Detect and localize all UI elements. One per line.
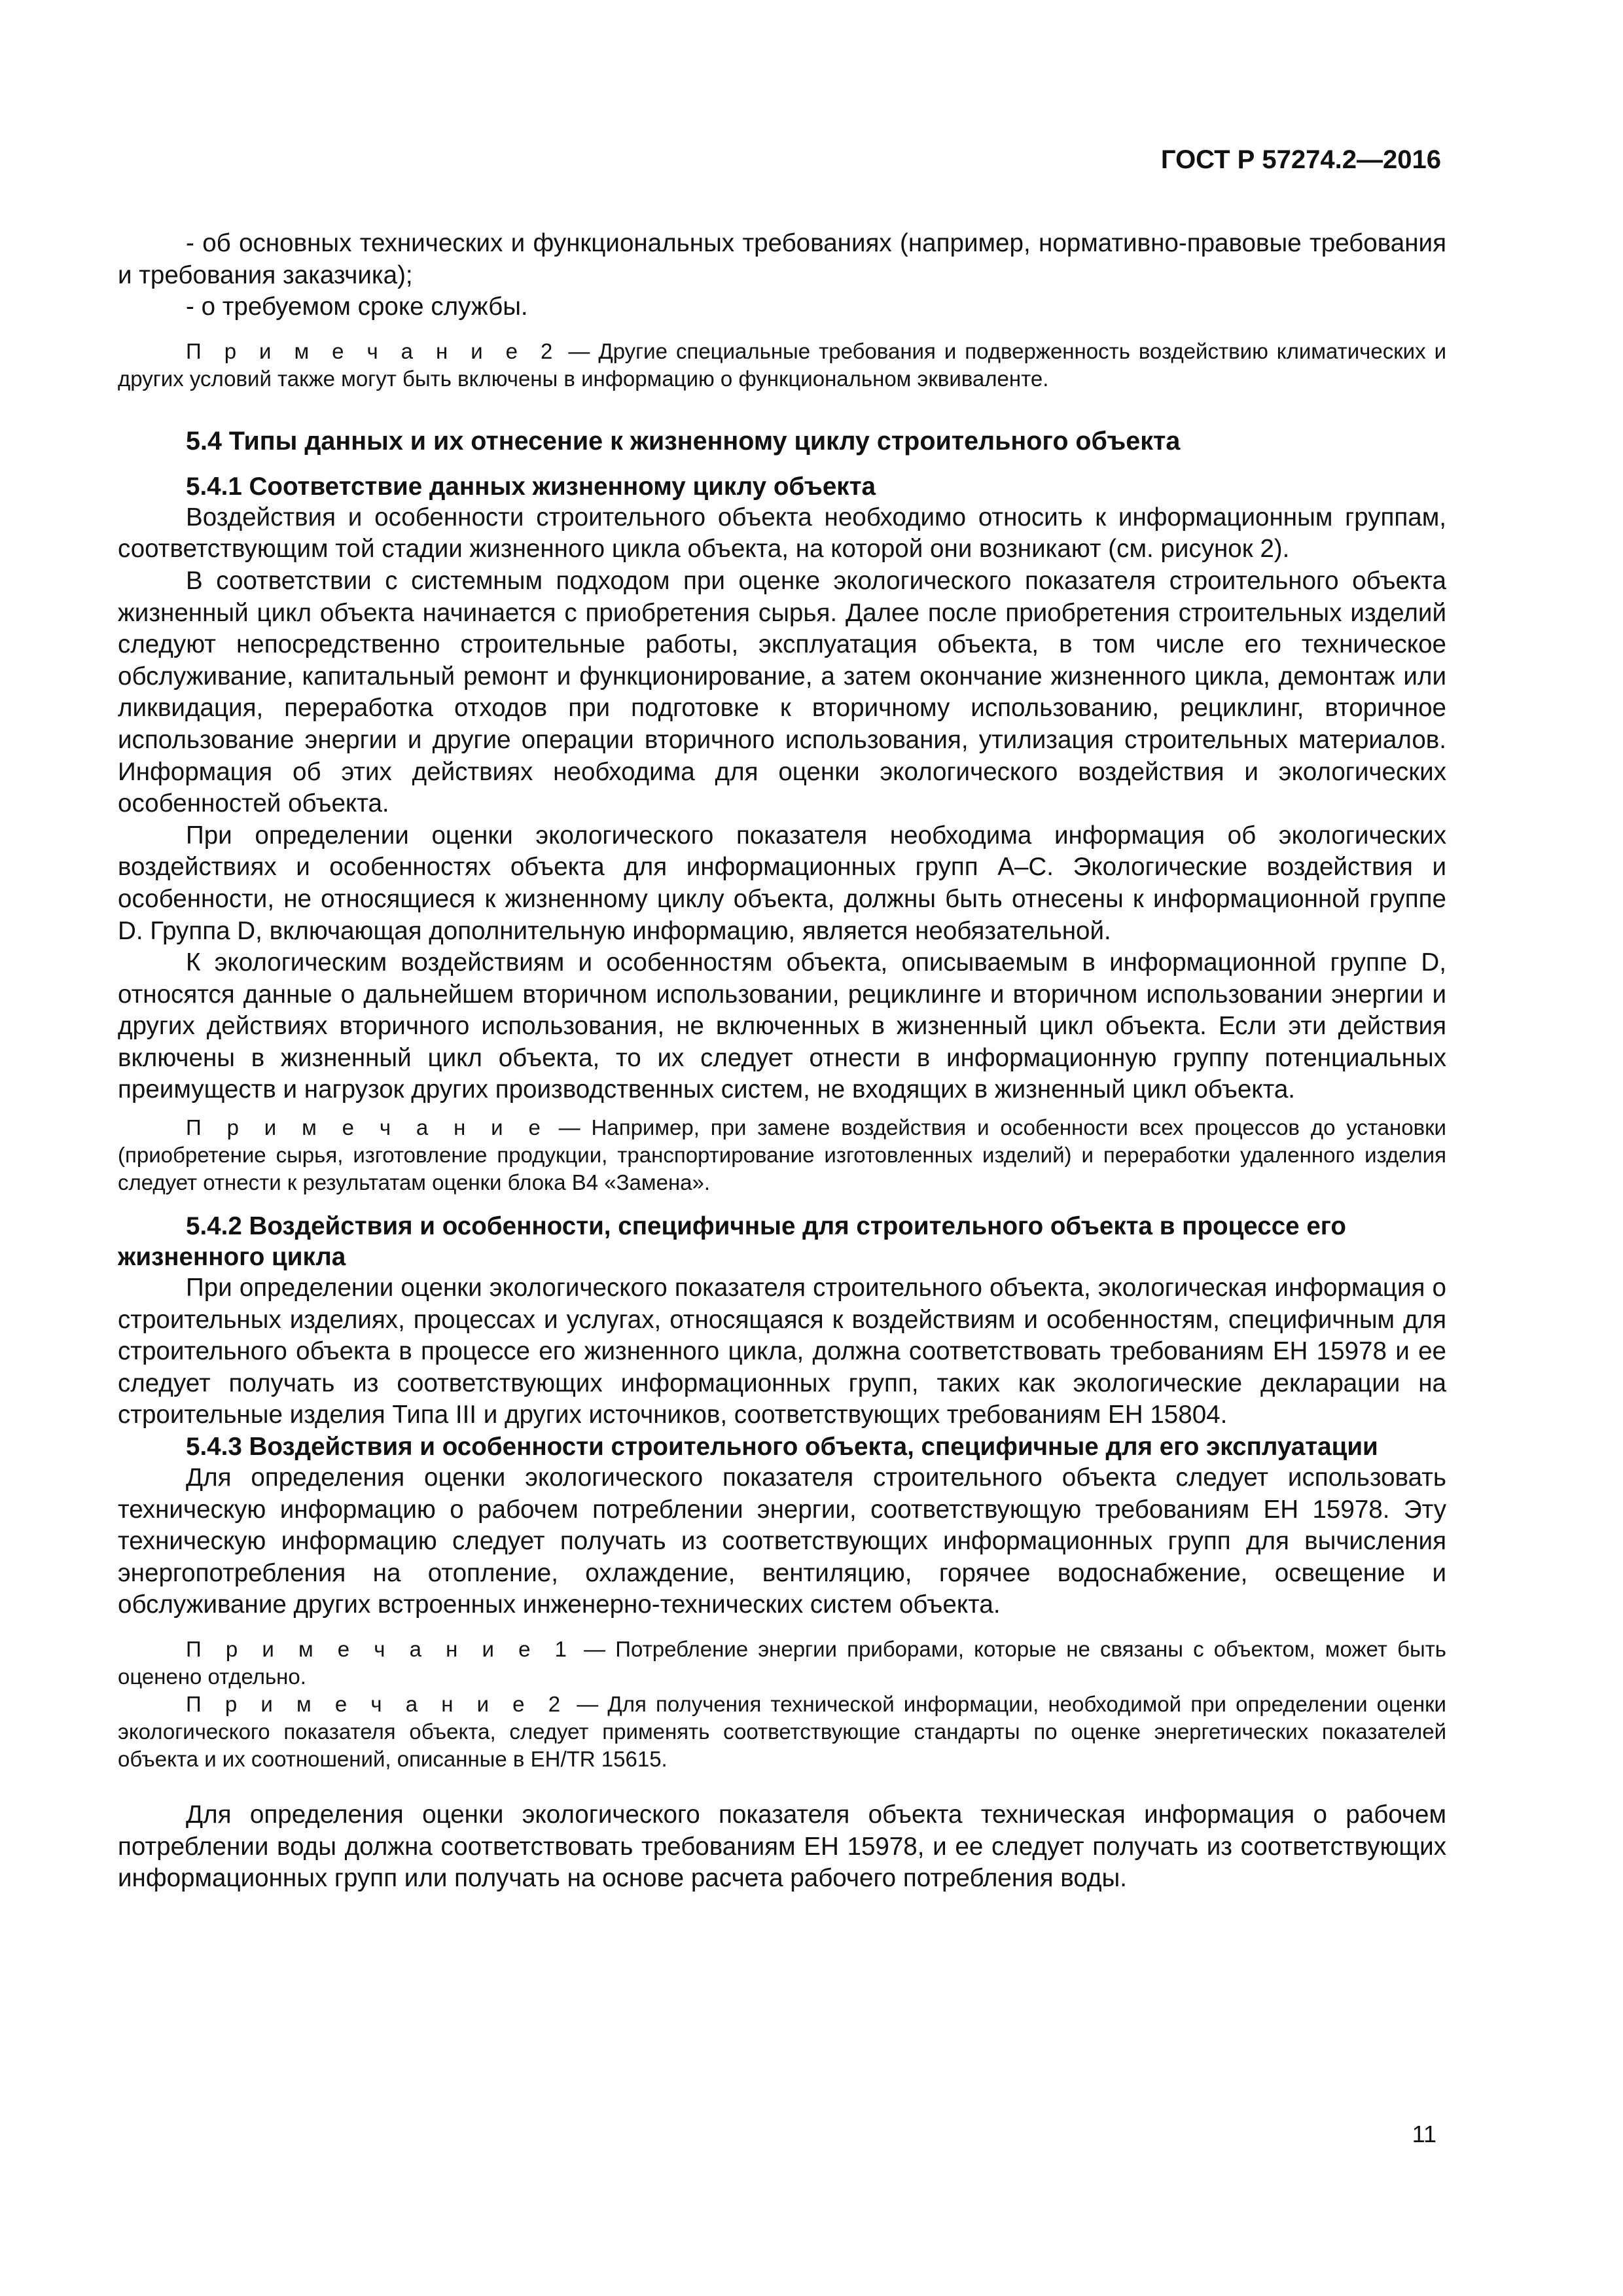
note-label: П р и м е ч а н и е 2 (186, 1692, 568, 1716)
paragraph: Для определения оценки экологического показателя строительного объекта следует использовать техническую информацию о рабочем потреблении энергии, соответствующую требованиям ЕН 15978. Эту техническую информацию следует получать из соответствующих информационных групп для вычисления энергопотребления на отопление, охлаждение, вентиляцию, горячее водоснабжение, освещение и обслуживание других встроенных инженерно-технических систем объекта. (118, 1463, 1446, 1619)
paragraph: Для определения оценки экологического показателя объекта техническая информация о рабочем потреблении воды должна соответствовать требованиям ЕН 15978, и ее следует получать из соответствующих информационных групп или получать на основе расчета рабочего потребления воды. (118, 1801, 1446, 1893)
note-text: — Для получения технической информации, необходимой при определении оценки экологического показателя объекта, следует применять соответствующие стандарты по оценке энергетических показателей объекта и их соотношений, описанные в ЕН/TR 15615. (118, 1692, 1446, 1771)
paragraph: При определении оценки экологического показателя необходима информация об экологических воздействиях и особенностях объекта для информационных групп А–С. Экологические воздействия и особенности, не относящиеся к жизненному циклу объекта, должны быть отнесены к информационной группе D. Группа D, включающая дополнительную информацию, является необязательной. (118, 821, 1446, 945)
note-label: П р и м е ч а н и е 1 (186, 1637, 574, 1661)
note-paragraph (118, 1691, 1446, 1773)
note-paragraph (118, 338, 1446, 393)
paragraph: В соответствии с системным подходом при оценке экологического показателя строительного объекта жизненный цикл объекта начинается с приобретения сырья. Далее после приобретения строительных изделий следуют непосредственно строительные работы, эксплуатация объекта, в том числе его техническое обслуживание, капитальный ремонт и функционирование, а затем окончание жизненного цикла, демонтаж или ликвидация, переработка отходов при подготовке к вторичному использованию, рециклинг, вторичное использование энергии и другие операции вторичного использования, утилизация строительных материалов. Информация об этих действиях необходима для оценки экологического воздействия и экологических особенностей объекта. (118, 566, 1446, 818)
note-label: П р и м е ч а н и е (186, 1115, 548, 1140)
section-heading-5-4-1: 5.4.1 Соответствие данных жизненному циклу объекта (186, 472, 876, 501)
note-text: — Другие специальные требования и подверженность воздействию климатических и других условий также могут быть включены в информацию о функциональном эквиваленте. (118, 338, 1447, 391)
section-heading-5-4-3: 5.4.3 Воздействия и особенности строительного объекта, специфичные для его эксплуатации (186, 1433, 1378, 1462)
page-number: 11 (1412, 2121, 1436, 2147)
note-paragraph (118, 1636, 1446, 1691)
note-text: — Например, при замене воздействия и особенности всех процессов до установки (приобретение сырья, изготовление продукции, транспортирование изготовленных изделий) и переработки удаленного изделия следует отнести к результатам оценки блока В4 «Замена». (118, 1115, 1446, 1195)
list-item: - о требуемом сроке службы. (186, 293, 528, 321)
note-text: — Потребление энергии приборами, которые не связаны с объектом, может быть оценено отдельно. (118, 1637, 1447, 1689)
note-label: П р и м е ч а н и е 2 (186, 338, 560, 363)
note-paragraph (118, 1114, 1446, 1196)
paragraph: Воздействия и особенности строительного объекта необходимо относить к информационным группам, соответствующим той стадии жизненного цикла объекта, на которой они возникают (см. рисунок 2). (118, 503, 1446, 564)
section-heading-5-4: 5.4 Типы данных и их отнесение к жизненному циклу строительного объекта (186, 426, 1181, 456)
list-item: - об основных технических и функциональных требованиях (например, нормативно-правовые требования и требования заказчика); (118, 229, 1446, 289)
document-code: ГОСТ Р 57274.2—2016 (1160, 145, 1441, 174)
paragraph: К экологическим воздействиям и особенностям объекта, описываемым в информационной группе D, относятся данные о дальнейшем вторичном использовании, рециклинге и вторичном использовании энергии и других действиях вторичного использования, не включенных в жизненный цикл объекта. Если эти действия включены в жизненный цикл объекта, то их следует отнести в информационную группу потенциальных преимуществ и нагрузок других производственных систем, не входящих в жизненный цикл объекта. (118, 948, 1446, 1104)
paragraph: При определении оценки экологического показателя строительного объекта, экологическая информация о строительных изделиях, процессах и услугах, относящаяся к воздействиям и особенностям, специфичным для строительного объекта в процессе его жизненного цикла, должна соответствовать требованиям ЕН 15978 и ее следует получать из соответствующих информационных групп, таких как экологические декларации на строительные изделия Типа III и других источников, соответствующих требованиям ЕН 15804. (118, 1274, 1446, 1429)
page-content (118, 228, 1446, 1895)
section-heading-5-4-2: 5.4.2 Воздействия и особенности, специфичные для строительного объекта в процессе его жизненного цикла (118, 1212, 1346, 1272)
